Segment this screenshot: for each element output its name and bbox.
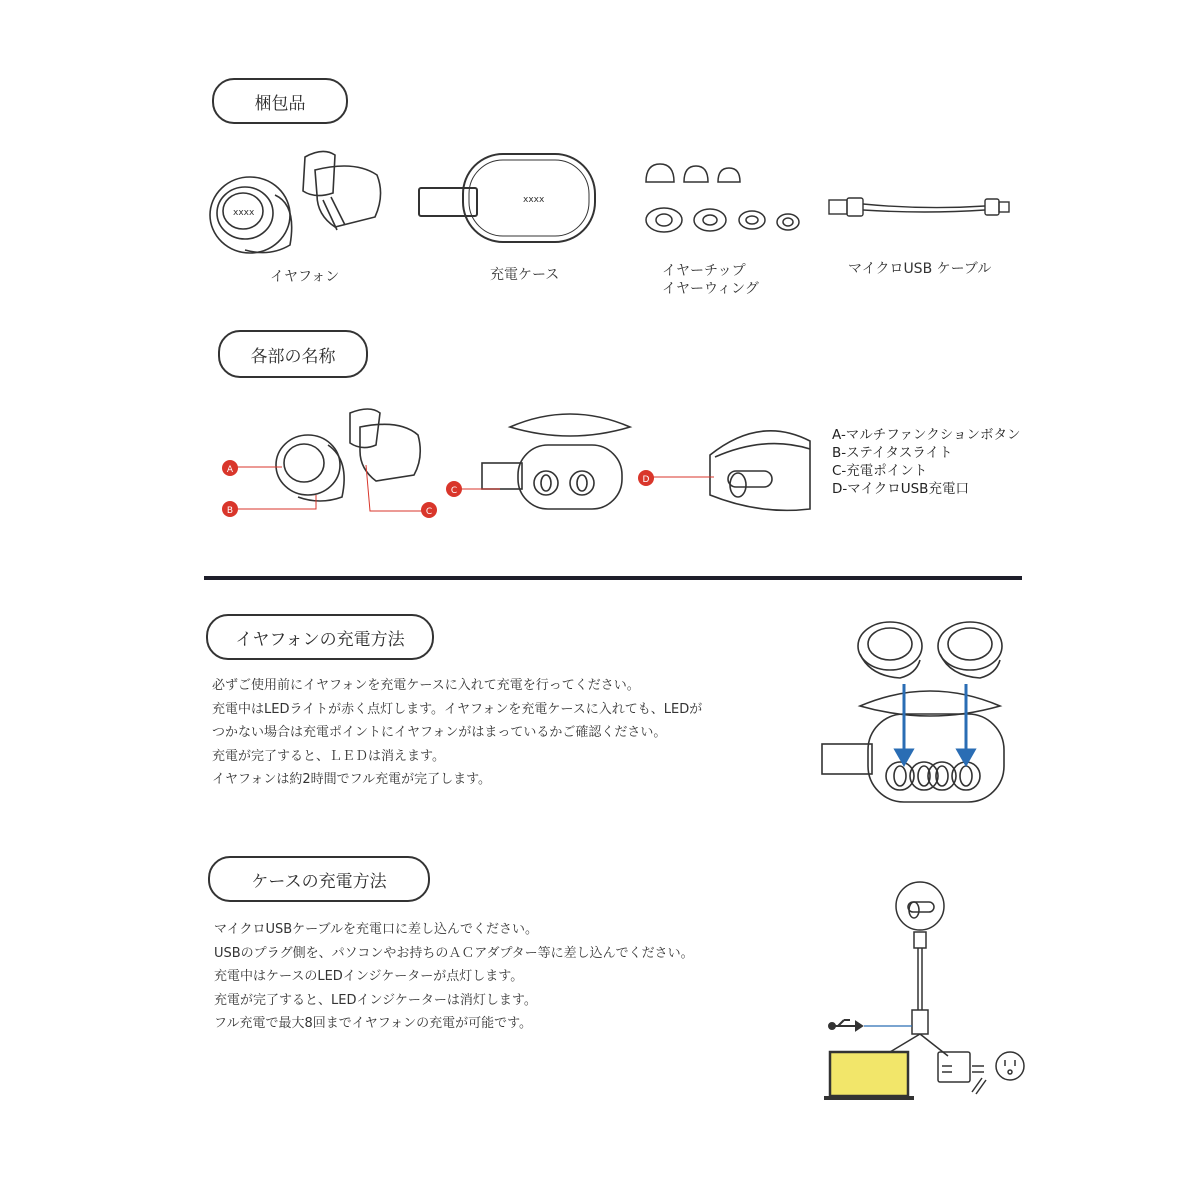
earphone-charge-line: 必ずご使用前にイヤフォンを充電ケースに入れて充電を行ってください。 (212, 678, 640, 693)
ear-tips-illustration (640, 160, 810, 240)
marker-c-earbud (420, 501, 438, 519)
caption-ear-tips: イヤーチップ イヤーウィング (662, 263, 759, 297)
marker-b-label: B (226, 506, 234, 516)
usb-icon (829, 1020, 912, 1030)
case-charge-line: 充電が完了すると、LEDインジケーターは消灯します。 (214, 992, 537, 1008)
legend-item-b: B-ステイタスライト (832, 445, 953, 461)
case-charging-illustration (820, 880, 1035, 1105)
parts-legend (832, 426, 1021, 498)
earphone-charge-line: つかない場合は充電ポイントにイヤフォンがはまっているかご確認ください。 (212, 725, 667, 740)
marker-c-case-label: C (450, 486, 458, 496)
micro-usb-cable-illustration (825, 194, 1015, 224)
marker-d (637, 469, 655, 487)
earphone-charge-line: イヤフォンは約2時間でフル充電が完了します。 (212, 772, 492, 787)
case-charge-line: マイクロUSBケーブルを充電口に差し込んでください。 (214, 922, 538, 937)
legend-item-a: A-マルチファンクションボタン (832, 427, 1021, 443)
marker-b (221, 500, 239, 518)
caption-earphone: イヤフォン (270, 269, 340, 285)
section-divider (204, 576, 1022, 580)
arrow-down-icon (896, 684, 974, 764)
earphone-charging-illustration (820, 614, 1010, 809)
parts-diagram (220, 405, 820, 530)
earphone-charge-line: 充電中はLEDライトが赤く点灯します。イヤフォンを充電ケースに入れても、LEDが (212, 701, 703, 717)
earphone-brand-mark: xxxx (233, 208, 255, 218)
marker-a (221, 459, 239, 477)
case-brand-mark: xxxx (523, 195, 545, 205)
marker-c-case (445, 480, 463, 498)
case-charge-line: 充電中はケースのLEDインジケーターが点灯します。 (214, 969, 524, 984)
charging-case-illustration (415, 150, 605, 250)
wall-outlet-icon (996, 1052, 1024, 1080)
case-charge-title: ケースの充電方法 (208, 856, 430, 902)
legend-item-c: C-充電ポイント (832, 463, 928, 479)
laptop-icon (824, 1052, 914, 1100)
case-charge-text (214, 918, 694, 1036)
case-charge-line: USBのプラグ側を、パソコンやお持ちのＡＣアダプター等に差し込んでください。 (214, 945, 694, 961)
caption-charging-case: 充電ケース (490, 267, 560, 283)
marker-a-label: A (226, 465, 234, 475)
marker-c-label: C (425, 507, 433, 517)
marker-d-label: D (642, 475, 650, 485)
caption-usb-cable: マイクロUSB ケーブル (848, 261, 992, 277)
case-charge-line: フル充電で最大8回までイヤフォンの充電が可能です。 (214, 1016, 533, 1031)
contents-title: 梱包品 (212, 78, 348, 124)
parts-title: 各部の名称 (218, 330, 368, 378)
earphone-charge-line: 充電が完了すると、ＬＥＤは消えます。 (212, 748, 445, 764)
earphone-charge-title: イヤフォンの充電方法 (206, 614, 434, 660)
earphone-illustration (205, 145, 385, 265)
earphone-charge-text (212, 674, 702, 792)
legend-item-d: D-マイクロUSB充電口 (832, 481, 969, 497)
